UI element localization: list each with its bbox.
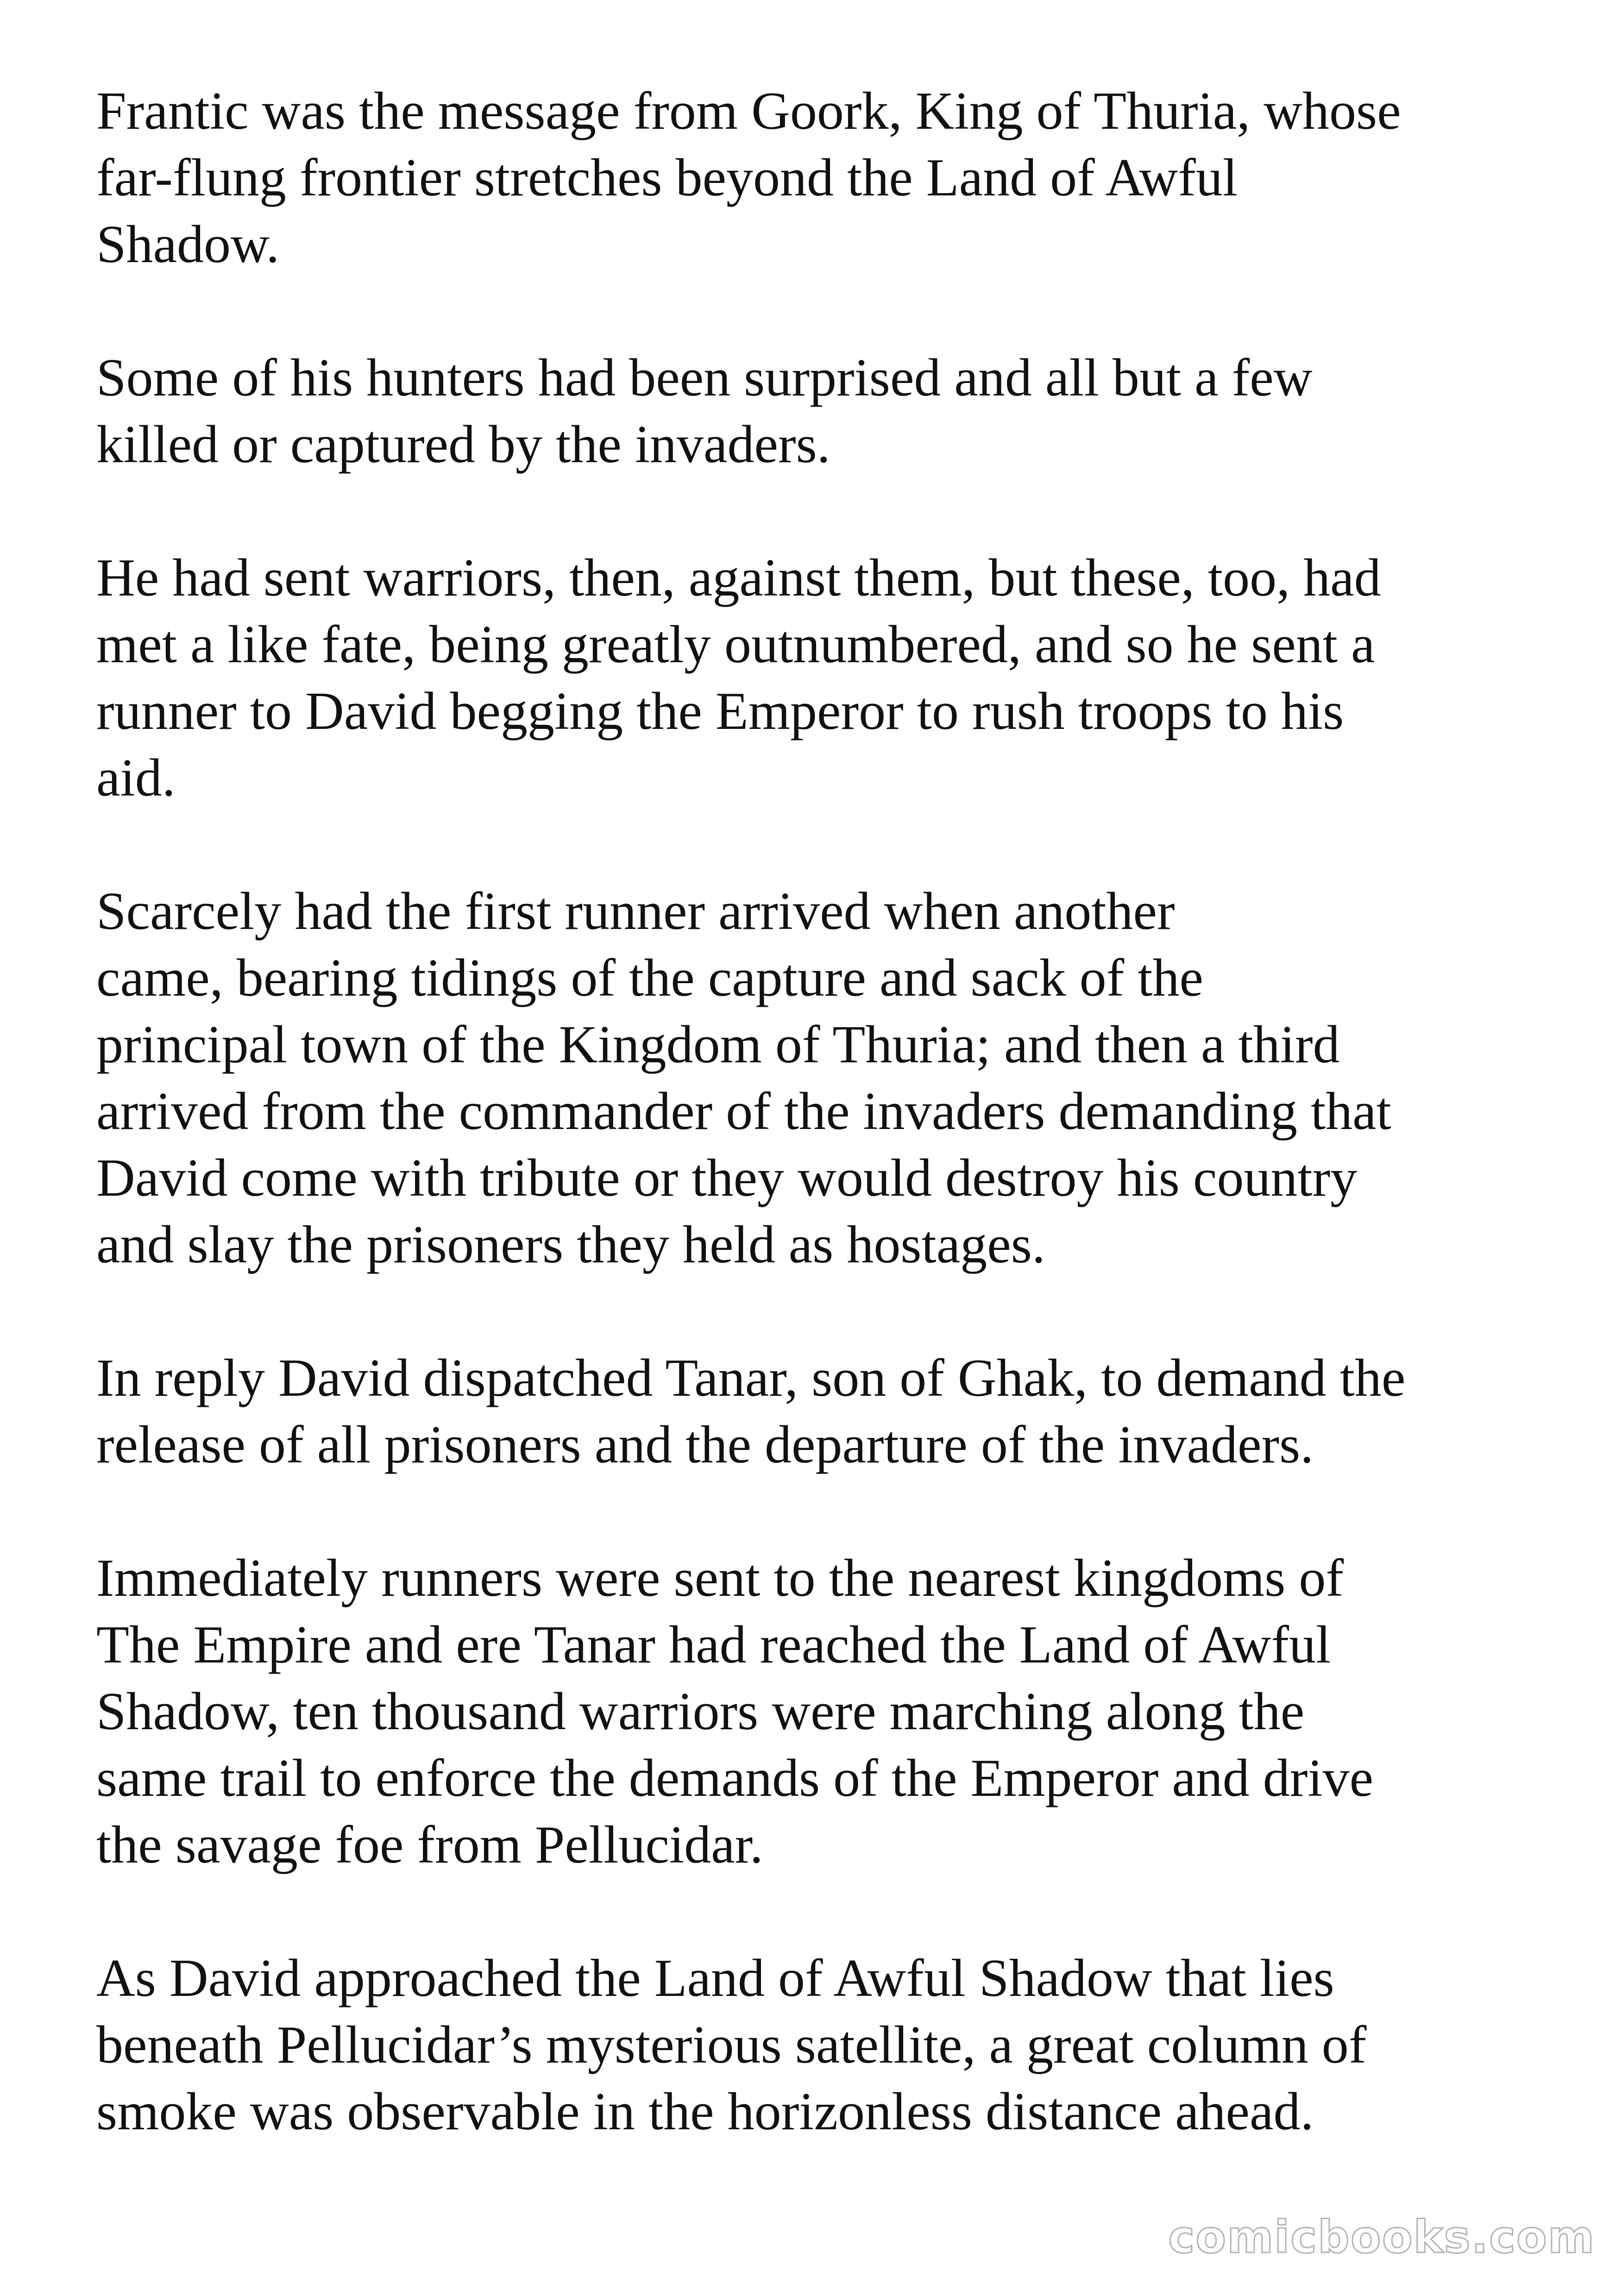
text-line: aid. [96,748,176,808]
text-line: far-flung frontier stretches beyond the Land of Awful [96,148,1238,207]
text-line: principal town of the Kingdom of Thuria; and then a third [96,1015,1340,1074]
text-line: beneath Pellucidar’s mysterious satellite, a great column of [96,2015,1367,2075]
text-line: Immediately runners were sent to the nearest kingdoms of [96,1549,1344,1608]
text-line: Some of his hunters had been surprised and all but a few [96,348,1313,408]
paragraph-4 [96,878,1541,1278]
paragraph-2 [96,345,1541,478]
paragraph-1 [96,78,1541,278]
text-line: came, bearing tidings of the capture and sack of the [96,948,1203,1008]
paragraph-5 [96,1345,1541,1478]
text-line: and slay the prisoners they held as hostages. [96,1215,1045,1274]
text-line: In reply David dispatched Tanar, son of Ghak, to demand the [96,1349,1406,1408]
text-line: He had sent warriors, then, against them, but these, too, had [96,548,1381,608]
text-line: Frantic was the message from Goork, King of Thuria, whose [96,82,1401,141]
text-line: runner to David begging the Emperor to rush troops to his [96,682,1344,741]
story-text [96,78,1541,2212]
text-line: smoke was observable in the horizonless distance ahead. [96,2082,1314,2141]
text-line: Shadow, ten thousand warriors were marching along the [96,1682,1305,1741]
text-line: Scarcely had the first runner arrived when another [96,882,1175,941]
paragraph-6 [96,1545,1541,1878]
paragraph-3 [96,545,1541,811]
text-line: Shadow. [96,215,280,274]
text-line: release of all prisoners and the departure of the invaders. [96,1415,1314,1474]
text-line: killed or captured by the invaders. [96,415,830,474]
text-line: same trail to enforce the demands of the Emperor and drive [96,1749,1374,1808]
text-line: As David approached the Land of Awful Shadow that lies [96,1949,1334,2008]
text-line: arrived from the commander of the invaders demanding that [96,1082,1391,1141]
text-line: the savage foe from Pellucidar. [96,1815,763,1875]
text-line: David come with tribute or they would destroy his country [96,1148,1358,1208]
paragraph-7 [96,1945,1541,2145]
watermark-logo: comicbooks.com [1168,2211,1595,2263]
text-line: The Empire and ere Tanar had reached the Land of Awful [96,1615,1331,1675]
text-line: met a like fate, being greatly outnumbered, and so he sent a [96,615,1375,674]
